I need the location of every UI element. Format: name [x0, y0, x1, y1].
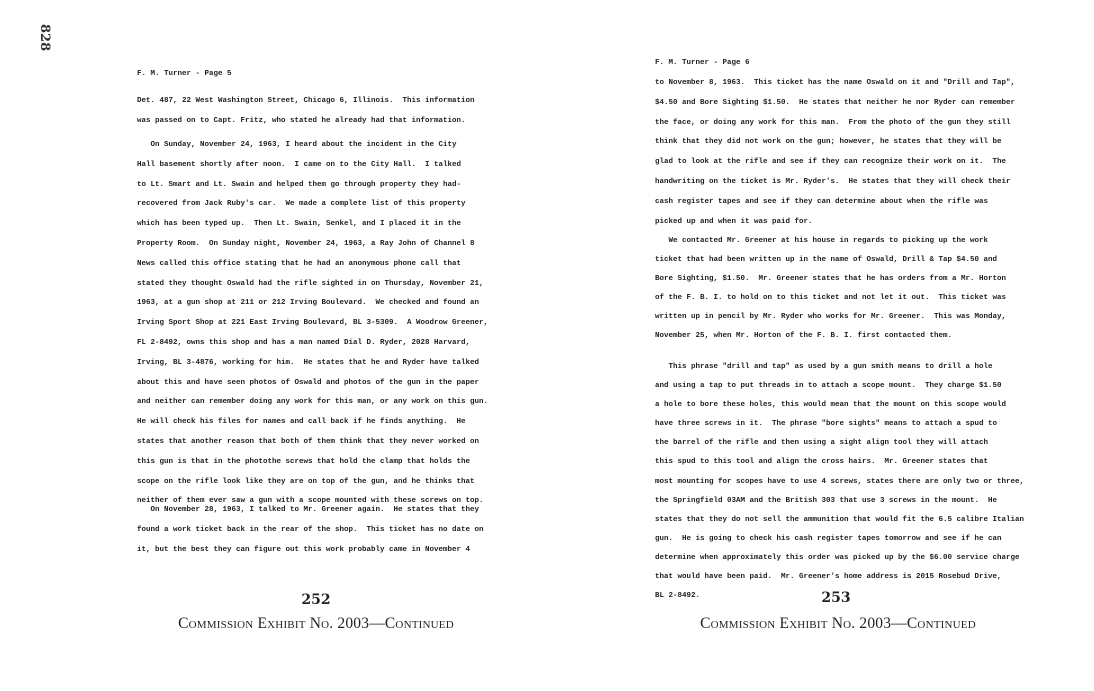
text-line: this spud to this tool and align the cross hairs. Mr. Greener states that — [655, 458, 989, 467]
text-line: 1963, at a gun shop at 211 or 212 Irving Boulevard. We checked and found an — [137, 299, 480, 308]
text-line: states that another reason that both of them think that they never worked on — [137, 437, 480, 446]
text-line: this gun is that in the photothe screws that hold the clamp that holds the — [137, 457, 471, 466]
text-line: to November 8, 1963. This ticket has the name Oswald on it and "Drill and Tap", — [655, 79, 1016, 87]
text-line: BL 2-8492. — [655, 592, 701, 601]
page-header — [655, 53, 750, 73]
page-number: 252 — [301, 592, 331, 608]
text-line: Hall basement shortly after noon. I came on to the City Hall. I talked — [137, 160, 462, 169]
text-line: the Springfield 03AM and the British 303 that use 3 screws in the mount. He — [655, 496, 998, 505]
text-line: scope on the rifle look like they are on top of the gun, and he thinks that — [137, 477, 475, 486]
text-line: On Sunday, November 24, 1963, I heard about the incident in the City — [137, 141, 457, 149]
text-line: gun. He is going to check his cash register tapes tomorrow and see if he can — [655, 534, 1002, 543]
text-line: the barrel of the rifle and then using a sight align tool they will attach — [655, 439, 989, 448]
text-line: the face, or doing any work for this man. From the photo of the gun they still — [655, 118, 1011, 127]
text-line: picked up and when it was paid for. — [655, 217, 813, 226]
text-line: recovered from Jack Ruby's car. We made a complete list of this property — [137, 200, 466, 209]
paragraph — [137, 500, 484, 560]
text-line: which has been typed up. Then Lt. Swain, Senkel, and I placed it in the — [137, 220, 462, 229]
text-line: November 25, when Mr. Horton of the F. B. I. first contacted them. — [655, 332, 953, 340]
text-line: think that they did not work on the gun; however, he states that they will be — [655, 138, 1002, 147]
text-line: Irving, BL 3-4876, working for him. He states that he and Ryder have talked — [137, 358, 480, 367]
text-line: that would have been paid. Mr. Greener's home address is 2015 Rosebud Drive, — [655, 573, 1002, 582]
text-line: He will check his files for names and call back if he finds anything. He — [137, 418, 466, 427]
exhibit-caption: Commission Exhibit No. 2003—Continued — [178, 615, 454, 632]
text-line: found a work ticket back in the rear of the shop. This ticket has no date on — [137, 526, 484, 534]
text-line: to Lt. Smart and Lt. Swain and helped them go through property they had- — [137, 180, 462, 189]
text-line: We contacted Mr. Greener at his house in regards to picking up the work — [655, 237, 989, 245]
text-line: cash register tapes and see if they can determine about when the rifle was — [655, 197, 989, 206]
text-line: was passed on to Capt. Fritz, who stated he already had that information. — [137, 116, 466, 125]
text-line: Bore Sighting, $1.50. Mr. Greener states that he has orders from a Mr. Horton — [655, 275, 1007, 283]
text-line: neither of them ever saw a gun with a scope mounted with these screws on top. — [137, 497, 484, 506]
text-line: of the F. B. I. to hold on to this ticket and not let it out. This ticket was — [655, 294, 1007, 302]
text-line: states that they do not sell the ammunition that would fit the 6.5 calibre Italian — [655, 515, 1025, 524]
exhibit-caption: Commission Exhibit No. 2003—Continued — [700, 615, 976, 632]
text-line: about this and have seen photos of Oswald and photos of the gun in the paper — [137, 378, 480, 387]
text-line: determine when approximately this order was picked up by the $6.00 service charge — [655, 553, 1020, 562]
paragraph — [137, 136, 488, 512]
text-line: On November 28, 1963, I talked to Mr. Greener again. He states that they — [137, 506, 480, 514]
header-text: F. M. Turner - Page 5 — [137, 70, 232, 78]
text-line: ticket that had been written up in the name of Oswald, Drill & Tap $4.50 and — [655, 256, 998, 264]
text-line: and neither can remember doing any work for this man, or any work on this gun. — [137, 398, 489, 407]
text-line: Irving Sport Shop at 221 East Irving Boulevard, BL 3-5309. A Woodrow Greener, — [137, 319, 489, 328]
text-line: and using a tap to put threads in to attach a scope mount. They charge $1.50 — [655, 382, 1002, 391]
paragraph — [137, 92, 475, 131]
paragraph — [655, 74, 1015, 232]
text-line: handwriting on the ticket is Mr. Ryder's. He states that they will check their — [655, 177, 1011, 186]
header-text: F. M. Turner - Page 6 — [655, 59, 750, 67]
paragraph — [655, 232, 1006, 346]
text-line: stated they thought Oswald had the rifle sighted in on Thursday, November 21, — [137, 279, 484, 288]
text-line: Det. 487, 22 West Washington Street, Chicago 6, Illinois. This information — [137, 97, 475, 105]
text-line: $4.50 and Bore Sighting $1.50. He states that neither he nor Ryder can remember — [655, 98, 1016, 107]
text-line: written up in pencil by Mr. Ryder who works for Mr. Greener. This was Monday, — [655, 313, 1007, 321]
text-line: it, but the best they can figure out this work probably came in November 4 — [137, 546, 471, 554]
page-number: 253 — [821, 590, 851, 606]
text-line: News called this office stating that he had an anonymous phone call that — [137, 259, 462, 268]
text-line: have three screws in it. The phrase "bore sights" means to attach a spud to — [655, 420, 998, 429]
text-line: most mounting for scopes have to use 4 screws, states there are only two or three, — [655, 477, 1025, 486]
paragraph — [655, 358, 1024, 606]
text-line: glad to look at the rifle and see if they can recognize their work on it. The — [655, 158, 1007, 167]
text-line: This phrase "drill and tap" as used by a gun smith means to drill a hole — [655, 363, 993, 371]
text-line: FL 2-8492, owns this shop and has a man named Dial D. Ryder, 2028 Harvard, — [137, 338, 471, 347]
page-header — [137, 64, 232, 84]
margin-page-number: 828 — [37, 24, 52, 52]
text-line: a hole to bore these holes, this would mean that the mount on this scope would — [655, 401, 1007, 410]
text-line: Property Room. On Sunday night, November 24, 1963, a Ray John of Channel 8 — [137, 239, 475, 248]
